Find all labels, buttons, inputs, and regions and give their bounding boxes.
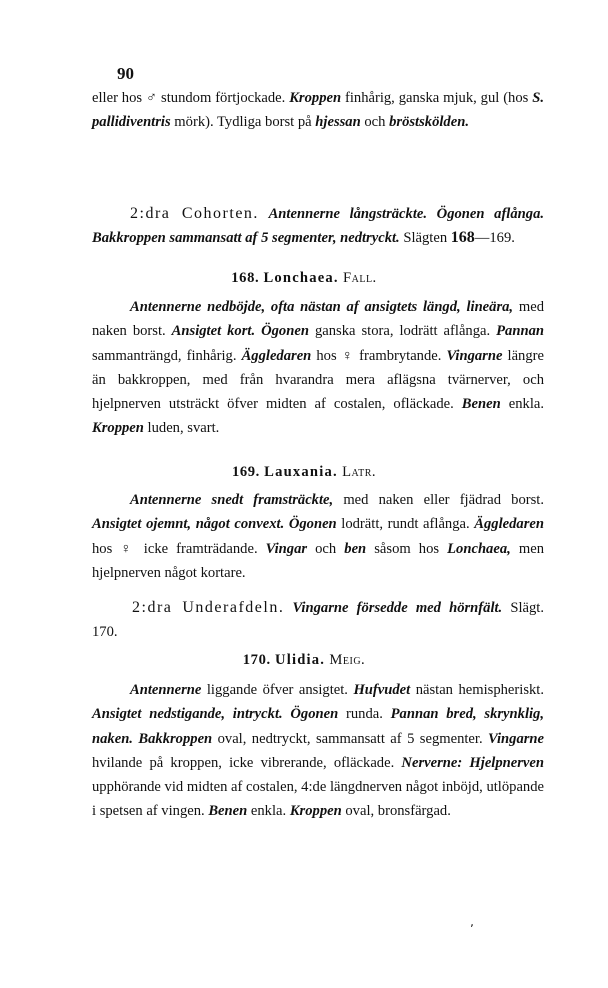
term: Antennerne snedt framsträckte, bbox=[130, 492, 334, 508]
term: Pannan bbox=[496, 323, 544, 340]
term: Ansigtet nedstigande, intryckt. Ögonen bbox=[92, 706, 339, 723]
genus-author: Latr. bbox=[342, 464, 377, 480]
page-number: 90 bbox=[117, 64, 134, 83]
text: mörk). Tydliga borst på bbox=[170, 114, 316, 131]
term: ben bbox=[344, 540, 367, 557]
text: nästan hemispheriskt. bbox=[410, 682, 544, 698]
text: men hjelpnerven något kortare. bbox=[92, 540, 544, 581]
genus-number: 168. bbox=[231, 270, 260, 286]
term: Ansigtet ojemnt, något convext. Ögonen bbox=[92, 516, 337, 533]
text: finhårig, ganska mjuk, gul (hos bbox=[341, 90, 533, 106]
text: hos ♀ icke framträdande. bbox=[92, 540, 266, 557]
genus-name: Lauxania. bbox=[264, 464, 338, 480]
text: oval, nedtryckt, sammansatt af 5 segmenter. bbox=[212, 730, 489, 747]
text: och bbox=[360, 114, 390, 131]
term: Benen bbox=[208, 803, 248, 820]
term: Vingarne bbox=[446, 347, 503, 364]
text: oval, bronsfärgad. bbox=[341, 803, 451, 820]
text: eller hos ♂ stundom förtjockade. bbox=[92, 90, 290, 106]
term: Vingarne försedde med hörnfält. bbox=[292, 600, 503, 616]
genus-name: Lonchaea. bbox=[263, 270, 339, 286]
term: Nerverne: Hjelpnerven bbox=[401, 754, 544, 771]
text: längre än bakkroppen, med från hvarandra mera aflägsna tvärnerver, och hjelpnerven utsträckt öfver midten af costalen, ofläckade. bbox=[92, 347, 544, 413]
term: hjessan bbox=[315, 114, 361, 131]
genus-heading-169 bbox=[0, 464, 608, 481]
term: Kroppen bbox=[289, 90, 342, 106]
term: Benen bbox=[461, 396, 501, 413]
text: med naken borst. bbox=[92, 299, 545, 340]
term: Antennerne nedböjde, ofta nästan af ansigtets längd, lineära, bbox=[130, 299, 514, 315]
term: Vingar bbox=[265, 540, 308, 557]
genus-number: 170. bbox=[242, 652, 271, 668]
term: S. pallidiventris bbox=[92, 90, 544, 131]
genus-number: 169. bbox=[231, 464, 260, 480]
genus-name: Ulidia. bbox=[274, 652, 326, 668]
term: Äggledaren bbox=[474, 516, 544, 533]
term: Antennerne långsträckte. Ögonen aflånga. Bakkroppen sammansatt af 5 segmenter, nedtryckt. bbox=[92, 206, 545, 247]
genus-number: 168 bbox=[450, 229, 475, 247]
text: liggande öfver ansigtet. bbox=[201, 682, 354, 698]
text: lodrätt, rundt aflånga. bbox=[336, 516, 475, 533]
genus-author: Meig. bbox=[329, 652, 366, 668]
text: upphörande vid midten af costalen, 4:de längdnerven något inböjd, utlöpande i spetsen af vingen. bbox=[92, 779, 544, 820]
text: med naken eller fjädrad borst. bbox=[333, 492, 545, 508]
text: luden, svart. bbox=[143, 420, 220, 437]
text: —169. bbox=[474, 230, 515, 247]
genus-heading-168 bbox=[0, 270, 608, 287]
term: Antennerne bbox=[130, 682, 202, 698]
text: runda. bbox=[338, 706, 391, 723]
text: Slägten bbox=[399, 230, 451, 247]
genus-description-170 bbox=[92, 678, 544, 824]
term: Ansigtet kort. Ögonen bbox=[171, 323, 309, 340]
term: Lonchaea, bbox=[447, 540, 511, 557]
term: Hufvudet bbox=[353, 682, 411, 698]
cohort-paragraph bbox=[92, 202, 544, 251]
paragraph-continuation bbox=[92, 86, 544, 135]
term: Kroppen bbox=[289, 803, 342, 820]
cohort-label: 2:dra Cohorten. bbox=[130, 205, 259, 222]
text: hvilande på kroppen, icke vibrerande, ofläckade. bbox=[92, 754, 402, 771]
subdivision-paragraph bbox=[92, 596, 544, 645]
text: enkla. bbox=[247, 803, 290, 820]
term: Pannan bred, skrynklig, naken. Bakkroppen bbox=[92, 706, 544, 747]
text: såsom hos bbox=[366, 540, 448, 557]
term: Äggledaren bbox=[241, 347, 312, 364]
genus-heading-170 bbox=[0, 652, 608, 669]
text: Slägt. 170. bbox=[92, 600, 545, 641]
subdivision-label: 2:dra Underafdeln. bbox=[132, 599, 285, 616]
stray-print-mark: ٬ bbox=[470, 922, 474, 936]
text: enkla. bbox=[500, 396, 544, 413]
text: och bbox=[307, 540, 345, 557]
text: sammanträngd, finhårig. bbox=[92, 347, 242, 364]
genus-description-169 bbox=[92, 488, 544, 585]
term: bröstskölden. bbox=[389, 114, 469, 131]
genus-description-168 bbox=[92, 295, 544, 441]
text: ganska stora, lodrätt aflånga. bbox=[308, 323, 497, 340]
term: Vingarne bbox=[488, 730, 545, 747]
genus-author: Fall. bbox=[343, 270, 377, 286]
text: hos ♀ frambrytande. bbox=[311, 347, 447, 364]
term: Kroppen bbox=[92, 420, 144, 437]
